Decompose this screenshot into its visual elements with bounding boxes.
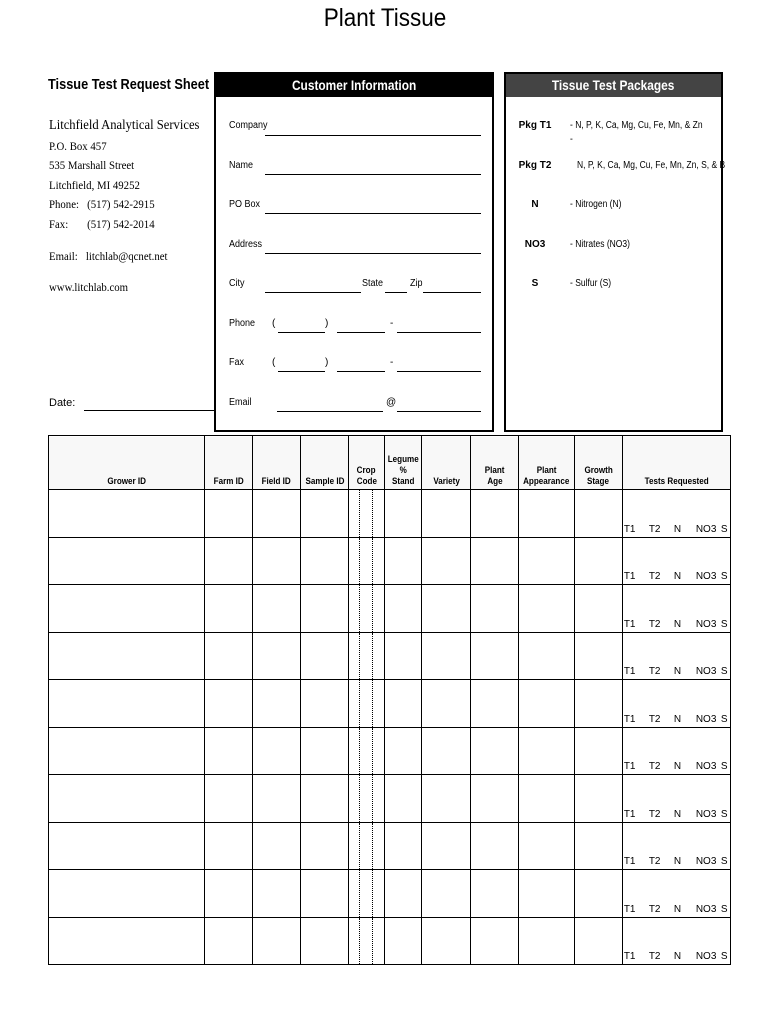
legume-stand-cell[interactable] [385,870,422,918]
test-option-t1[interactable]: T1 [623,523,636,535]
tests-requested-cell [622,680,730,728]
lab-name: Litchfield Analytical Services [49,118,200,133]
test-option-n[interactable]: N [673,761,682,772]
test-option-no3[interactable]: NO3 [695,951,717,962]
company-label: Company [229,120,268,131]
test-option-t1[interactable]: T1 [623,856,636,867]
phone-label: Phone [229,318,256,329]
test-option-s[interactable]: S [720,666,728,677]
table-header-row [49,436,731,490]
test-option-t2[interactable]: T2 [648,808,661,820]
lab-website: www.litchlab.com [49,280,129,295]
farm-id-cell[interactable] [205,870,253,918]
test-option-s[interactable]: S [720,713,728,725]
table-row [49,870,731,918]
tests-requested-cell [622,775,730,823]
lab-phone-line [49,195,199,215]
date-label: Date: [49,397,76,409]
test-option-s[interactable]: S [720,571,728,582]
test-option-t1[interactable]: T1 [623,571,636,582]
table-row [49,727,731,775]
lab-fax-line [49,215,199,235]
lab-email: litchlab@qcnet.net [85,248,168,263]
address-field[interactable] [265,253,481,254]
crop-code-cell[interactable] [349,490,385,538]
po-box-label: PO Box [229,199,261,210]
plant-age-cell[interactable] [471,822,519,870]
field-id-cell[interactable] [253,870,301,918]
table-row [49,680,731,728]
header-crop-code: Crop Code [349,436,385,490]
package-t1-extra: - [570,134,573,145]
test-option-no3[interactable]: NO3 [695,523,717,535]
table-row [49,775,731,823]
sample-id-cell[interactable] [301,775,349,823]
fax-label: Fax [229,357,245,368]
tissue-test-packages-header: Tissue Test Packages [506,74,721,97]
legume-stand-cell[interactable] [385,822,422,870]
farm-id-cell[interactable] [205,632,253,680]
plant-appearance-cell[interactable] [519,585,574,633]
grower-id-cell[interactable] [49,632,205,680]
field-id-cell[interactable] [253,585,301,633]
phone-paren-open: ( [272,318,276,329]
test-option-n[interactable]: N [673,523,682,535]
field-id-cell[interactable] [253,490,301,538]
lab-phone: (517) 542-2915 [87,197,155,212]
lab-fax: (517) 542-2014 [87,216,155,231]
test-option-n[interactable]: N [673,903,682,915]
farm-id-cell[interactable] [205,680,253,728]
variety-cell[interactable] [422,917,471,965]
growth-stage-cell[interactable] [574,727,622,775]
sample-id-cell[interactable] [301,727,349,775]
package-n-value: - Nitrogen (N) [570,199,622,210]
test-option-t1[interactable]: T1 [623,761,636,772]
test-option-no3[interactable]: NO3 [695,761,717,772]
crop-code-cell[interactable] [349,917,385,965]
variety-cell[interactable] [422,727,471,775]
variety-cell[interactable] [422,537,471,585]
package-s-value: - Sulfur (S) [570,278,612,289]
grower-id-cell[interactable] [49,490,205,538]
phone-number-field[interactable] [397,332,481,333]
test-option-s[interactable]: S [720,523,728,535]
test-option-no3[interactable]: NO3 [695,618,717,630]
test-option-t1[interactable]: T1 [623,666,636,677]
lab-street: 535 Marshall Street [49,158,135,173]
variety-cell[interactable] [422,585,471,633]
test-option-t2[interactable]: T2 [648,761,661,772]
fax-area-code-field[interactable] [278,371,325,372]
plant-age-cell[interactable] [471,537,519,585]
field-id-cell[interactable] [253,775,301,823]
variety-cell[interactable] [422,490,471,538]
package-t2-key: Pkg T2 [518,160,552,171]
sample-id-cell[interactable] [301,537,349,585]
test-option-s[interactable]: S [720,951,728,962]
crop-code-cell[interactable] [349,632,385,680]
lab-po-box: P.O. Box 457 [49,138,107,153]
state-label: State [362,278,384,289]
test-option-t2[interactable]: T2 [648,571,661,582]
growth-stage-cell[interactable] [574,870,622,918]
email-at: @ [386,397,397,408]
test-option-s[interactable]: S [720,618,728,630]
header-farm-id: Farm ID [205,436,253,490]
header-field-id: Field ID [253,436,301,490]
po-box-field[interactable] [265,213,481,214]
legume-stand-cell[interactable] [385,490,422,538]
variety-cell[interactable] [422,632,471,680]
zip-label: Zip [410,278,423,289]
test-option-s[interactable]: S [720,856,728,867]
farm-id-cell[interactable] [205,490,253,538]
plant-appearance-cell[interactable] [519,680,574,728]
test-option-s[interactable]: S [720,808,728,820]
lab-fax-label: Fax: [49,216,69,231]
plant-age-cell[interactable] [471,585,519,633]
address-label: Address [229,239,263,250]
test-option-no3[interactable]: NO3 [695,666,717,677]
crop-code-cell[interactable] [349,775,385,823]
growth-stage-cell[interactable] [574,775,622,823]
sample-id-cell[interactable] [301,585,349,633]
farm-id-cell[interactable] [205,917,253,965]
grower-id-cell[interactable] [49,680,205,728]
crop-code-cell[interactable] [349,585,385,633]
tests-requested-cell [622,822,730,870]
sample-id-cell[interactable] [301,490,349,538]
table-row [49,632,731,680]
date-field[interactable] [84,410,214,411]
test-option-n[interactable]: N [673,571,682,582]
crop-code-cell[interactable] [349,680,385,728]
header-variety: Variety [422,436,471,490]
test-option-s[interactable]: S [720,903,728,915]
sample-id-cell[interactable] [301,632,349,680]
lab-email-line [49,247,199,267]
name-label: Name [229,160,254,171]
tests-requested-cell [622,727,730,775]
growth-stage-cell[interactable] [574,537,622,585]
package-t1-key: Pkg T1 [518,120,552,131]
email-label: Email [229,397,252,408]
growth-stage-cell[interactable] [574,680,622,728]
grower-id-cell[interactable] [49,822,205,870]
fax-prefix-field[interactable] [337,371,385,372]
plant-age-cell[interactable] [471,632,519,680]
city-label: City [229,278,245,289]
crop-code-cell[interactable] [349,870,385,918]
plant-appearance-cell[interactable] [519,775,574,823]
growth-stage-cell[interactable] [574,917,622,965]
test-option-no3[interactable]: NO3 [695,571,717,582]
table-row [49,585,731,633]
plant-age-cell[interactable] [471,917,519,965]
header-legume-stand: Legume % Stand [385,436,422,490]
name-field[interactable] [265,174,481,175]
header-plant-appearance: Plant Appearance [519,436,574,490]
tests-requested-cell [622,537,730,585]
lab-phone-label: Phone: [49,197,80,212]
city-field[interactable] [265,292,361,293]
test-option-t2[interactable]: T2 [648,903,661,915]
test-option-no3[interactable]: NO3 [695,903,717,915]
field-id-cell[interactable] [253,680,301,728]
package-t1 [507,120,722,150]
test-option-t2[interactable]: T2 [648,666,661,677]
plant-age-cell[interactable] [471,490,519,538]
test-option-t2[interactable]: T2 [648,856,661,867]
package-t1-value: - N, P, K, Ca, Mg, Cu, Fe, Mn, & Zn [570,120,703,131]
legume-stand-cell[interactable] [385,727,422,775]
grower-id-cell[interactable] [49,585,205,633]
test-option-no3[interactable]: NO3 [695,808,717,820]
email-domain-field[interactable] [397,411,481,412]
sample-table [48,435,731,965]
legume-stand-cell[interactable] [385,537,422,585]
crop-code-cell[interactable] [349,537,385,585]
plant-appearance-cell[interactable] [519,490,574,538]
grower-id-cell[interactable] [49,917,205,965]
state-field[interactable] [385,292,407,293]
grower-id-cell[interactable] [49,775,205,823]
variety-cell[interactable] [422,870,471,918]
sample-id-cell[interactable] [301,917,349,965]
test-option-t2[interactable]: T2 [648,523,661,535]
grower-id-cell[interactable] [49,870,205,918]
fax-dash: - [390,357,394,368]
plant-age-cell[interactable] [471,727,519,775]
legume-stand-cell[interactable] [385,632,422,680]
phone-area-code-field[interactable] [278,332,325,333]
package-n-key: N [531,199,539,210]
farm-id-cell[interactable] [205,727,253,775]
variety-cell[interactable] [422,822,471,870]
test-option-t2[interactable]: T2 [648,713,661,725]
table-row [49,490,731,538]
phone-prefix-field[interactable] [337,332,385,333]
lab-email-label: Email: [49,248,78,263]
variety-cell[interactable] [422,775,471,823]
test-option-no3[interactable]: NO3 [695,856,717,867]
header-growth-stage: Growth Stage [574,436,622,490]
header-sample-id: Sample ID [301,436,349,490]
fax-paren-close: ) [325,357,329,368]
header-grower-id: Grower ID [49,436,205,490]
growth-stage-cell[interactable] [574,632,622,680]
farm-id-cell[interactable] [205,585,253,633]
test-option-n[interactable]: N [673,856,682,867]
test-option-t1[interactable]: T1 [623,903,636,915]
sample-id-cell[interactable] [301,680,349,728]
table-row [49,917,731,965]
tests-requested-cell [622,917,730,965]
test-option-n[interactable]: N [673,808,682,820]
field-id-cell[interactable] [253,537,301,585]
plant-appearance-cell[interactable] [519,822,574,870]
zip-field[interactable] [423,292,481,293]
test-option-n[interactable]: N [673,666,682,677]
phone-dash: - [390,318,394,329]
farm-id-cell[interactable] [205,775,253,823]
test-option-t1[interactable]: T1 [623,808,636,820]
tests-requested-cell [622,490,730,538]
crop-code-cell[interactable] [349,822,385,870]
test-option-t2[interactable]: T2 [648,618,661,630]
fax-paren-open: ( [272,357,276,368]
test-option-t1[interactable]: T1 [623,713,636,725]
package-no3-key: NO3 [524,239,546,250]
lab-address-block [49,116,199,298]
test-option-n[interactable]: N [673,951,682,962]
variety-cell[interactable] [422,680,471,728]
package-s-key: S [531,278,539,289]
field-id-cell[interactable] [253,727,301,775]
test-option-t2[interactable]: T2 [648,951,661,962]
growth-stage-cell[interactable] [574,490,622,538]
field-id-cell[interactable] [253,917,301,965]
test-option-t1[interactable]: T1 [623,618,636,630]
test-option-n[interactable]: N [673,713,682,725]
table-row [49,822,731,870]
package-t2-value: N, P, K, Ca, Mg, Cu, Fe, Mn, Zn, S, & B [577,160,726,171]
test-option-no3[interactable]: NO3 [695,713,717,725]
test-option-t1[interactable]: T1 [623,951,636,962]
crop-code-cell[interactable] [349,727,385,775]
legume-stand-cell[interactable] [385,680,422,728]
test-option-n[interactable]: N [673,618,682,630]
sheet-title: Tissue Test Request Sheet [48,76,210,93]
package-no3-value: - Nitrates (NO3) [570,239,630,250]
tests-requested-cell [622,585,730,633]
grower-id-cell[interactable] [49,727,205,775]
plant-age-cell[interactable] [471,870,519,918]
header-tests-requested: Tests Requested [622,436,730,490]
growth-stage-cell[interactable] [574,822,622,870]
phone-paren-close: ) [325,318,329,329]
plant-appearance-cell[interactable] [519,870,574,918]
farm-id-cell[interactable] [205,822,253,870]
legume-stand-cell[interactable] [385,917,422,965]
email-user-field[interactable] [277,411,383,412]
grower-id-cell[interactable] [49,537,205,585]
tests-requested-cell [622,632,730,680]
growth-stage-cell[interactable] [574,585,622,633]
field-id-cell[interactable] [253,822,301,870]
plant-age-cell[interactable] [471,680,519,728]
sample-id-cell[interactable] [301,870,349,918]
plant-appearance-cell[interactable] [519,917,574,965]
legume-stand-cell[interactable] [385,775,422,823]
test-option-s[interactable]: S [720,761,728,772]
legume-stand-cell[interactable] [385,585,422,633]
page-title: Plant Tissue [323,4,447,32]
company-field[interactable] [265,135,481,136]
table-row [49,537,731,585]
fax-number-field[interactable] [397,371,481,372]
customer-information-header: Customer Information [216,74,492,97]
plant-appearance-cell[interactable] [519,727,574,775]
lab-city: Litchfield, MI 49252 [49,177,140,192]
plant-appearance-cell[interactable] [519,537,574,585]
tests-requested-cell [622,870,730,918]
farm-id-cell[interactable] [205,537,253,585]
header-plant-age: Plant Age [471,436,519,490]
plant-appearance-cell[interactable] [519,632,574,680]
sample-id-cell[interactable] [301,822,349,870]
field-id-cell[interactable] [253,632,301,680]
plant-age-cell[interactable] [471,775,519,823]
